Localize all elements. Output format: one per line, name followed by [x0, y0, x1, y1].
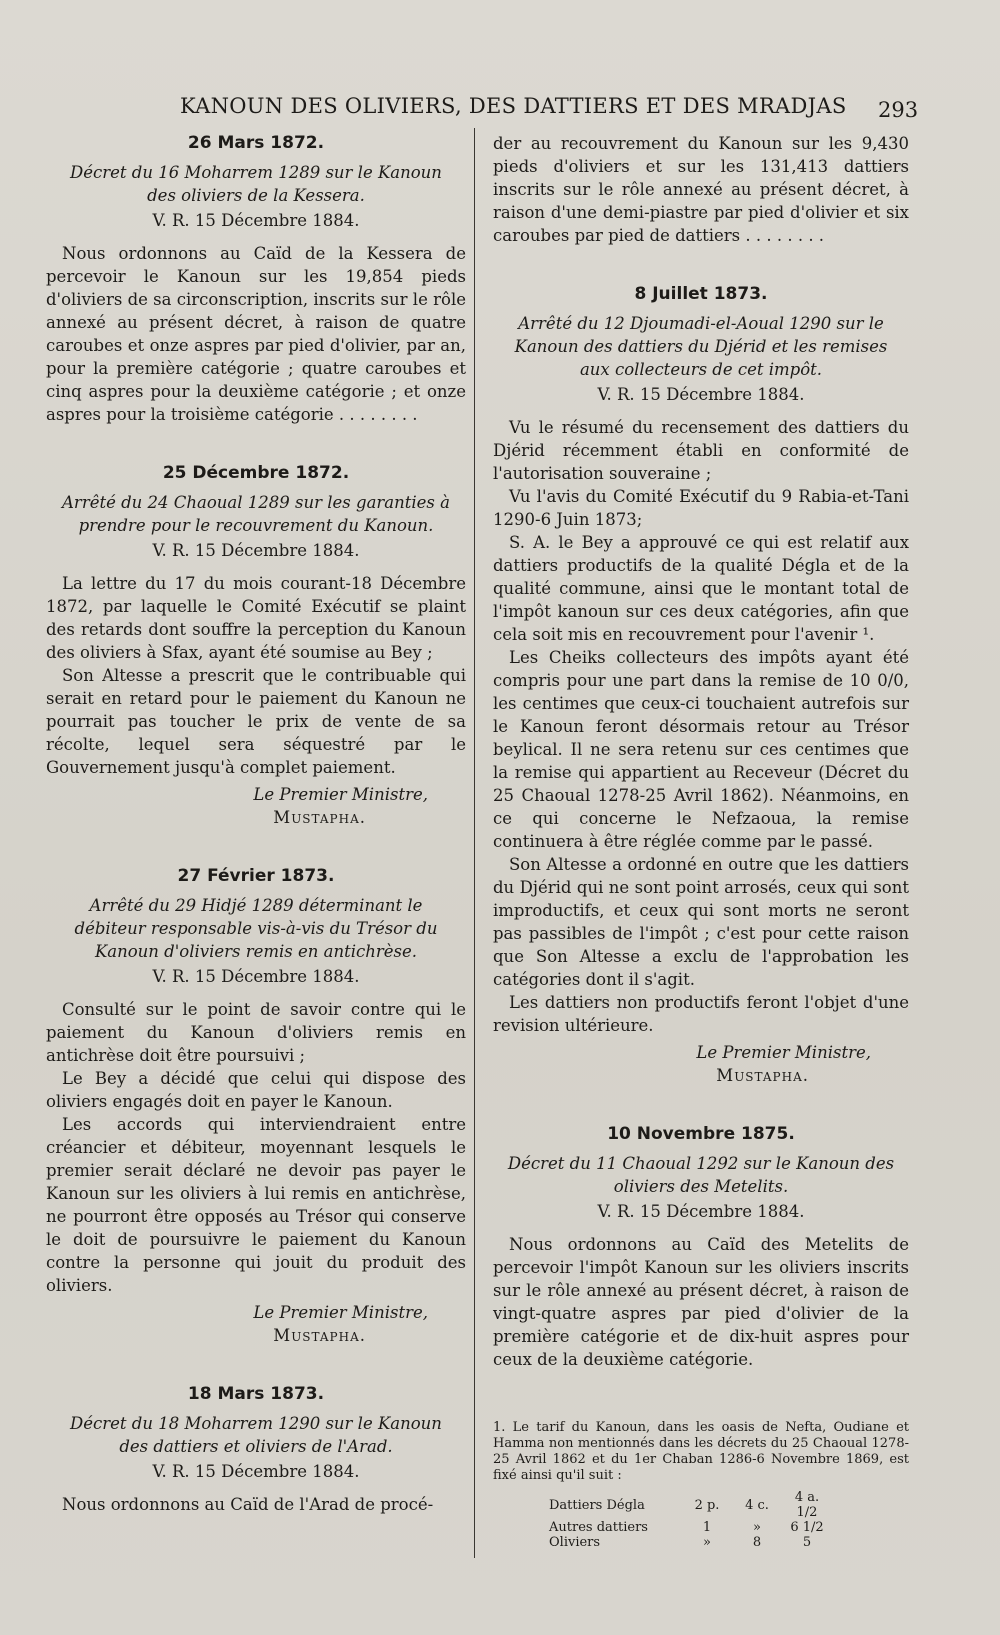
section-26-mars-1872	[46, 132, 466, 426]
signature-name: Mustapha.	[273, 808, 366, 827]
section-reference: V. R. 15 Décembre 1884.	[152, 541, 360, 560]
section-date: 10 Novembre 1875.	[607, 1124, 795, 1144]
section-title: Décret du 11 Chaoual 1292 sur le Kanoun des oliviers des Metelits.	[507, 1154, 895, 1196]
signature	[493, 1041, 879, 1087]
table-row	[549, 1520, 835, 1535]
paragraph: S. A. le Bey a approuvé ce qui est relatif aux dattiers productifs de la qualité Dégla et de la qualité commune, ainsi que le montant total de l'impôt kanoun sur ces deux catégories, afin que cela soit mis en recouvrement pour l'avenir ¹.	[493, 533, 909, 644]
section-date: 27 Février 1873.	[177, 866, 335, 886]
section-date: 26 Mars 1872.	[187, 133, 325, 153]
table-row	[549, 1490, 835, 1520]
page-number: 293	[878, 98, 919, 122]
section-date: 25 Décembre 1872.	[162, 463, 350, 483]
section-reference: V. R. 15 Décembre 1884.	[597, 1202, 805, 1221]
cell: 4 a. 1/2	[794, 1490, 820, 1520]
signature-name: Mustapha.	[716, 1066, 809, 1085]
cell: 1	[702, 1520, 712, 1535]
section-18-mars-1873	[46, 1383, 466, 1516]
paragraph: Les dattiers non productifs feront l'objet d'une revision ultérieure.	[493, 993, 909, 1035]
section-date: 18 Mars 1873.	[187, 1384, 325, 1404]
row-label: Oliviers	[549, 1535, 601, 1550]
paragraph: Les accords qui interviendraient entre créancier et débiteur, moyennant lesquels le premier serait déclaré ne devoir pas payer le Kanoun sur les oliviers à lui remis en antichrèse, ne pourront être opposés au Trésor qui conserve le doit de poursuivre le paiement du Kanoun contre la personne qui jouit du produit des oliviers.	[46, 1115, 466, 1295]
section-reference: V. R. 15 Décembre 1884.	[152, 1462, 360, 1481]
column-divider	[474, 128, 475, 1558]
paragraph: Les Cheiks collecteurs des impôts ayant été compris pour une part dans la remise de 10 0/0, les centimes que ceux-ci touchaient autrefois sur le Kanoun feront désormais retour au Trésor beylical. Il ne sera retenu sur ces centimes que la remise qui appartient au Receveur (Décret du 25 Chaoual 1278-25 Avril 1862). Néanmoins, en ce qui concerne le Nefzaoua, la remise continuera à être réglée comme par le passé.	[493, 648, 909, 851]
paragraph: Son Altesse a prescrit que le contribuable qui serait en retard pour le paiement du Kanoun ne pourrait pas toucher le prix de vente de sa récolte, lequel sera séquestré par le Gouvernement jusqu'à complet paiement.	[46, 666, 466, 777]
paragraph: Vu le résumé du recensement des dattiers du Djérid récemment établi en conformité de l'autorisation souveraine ;	[493, 418, 909, 483]
section-title: Décret du 16 Moharrem 1289 sur le Kanoun des oliviers de la Kessera.	[70, 163, 442, 205]
cell: 2 p.	[694, 1497, 720, 1513]
signature-name: Mustapha.	[273, 1326, 366, 1345]
paragraph: Son Altesse a ordonné en outre que les dattiers du Djérid qui ne sont point arrosés, ceux qui sont improductifs, et ceux qui sont morts ne seront pas passibles de l'impôt ; c'est pour cette raison que Son Altesse a exclu de l'approbation les catégories dont il s'agit.	[493, 855, 909, 989]
footnote	[493, 1420, 909, 1550]
table-row	[549, 1535, 835, 1550]
section-date: 8 Juillet 1873.	[634, 284, 768, 304]
cell: 6 1/2	[790, 1520, 824, 1535]
cell: »	[703, 1535, 711, 1550]
row-label: Dattiers Dégla	[549, 1497, 645, 1513]
paragraph: Nous ordonnons au Caïd de l'Arad de procé-	[62, 1495, 434, 1514]
section-8-juillet-1873	[493, 283, 909, 1087]
continuation-paragraph: der au recouvrement du Kanoun sur les 9,430 pieds d'oliviers et sur les 131,413 dattiers inscrits sur le rôle annexé au présent décret, à raison d'une demi-piastre par pied d'olivier et six caroubes par pied de dattiers . . . . . . . .	[493, 134, 909, 245]
paragraph: La lettre du 17 du mois courant-18 Décembre 1872, par laquelle le Comité Exécutif se plaint des retards dont souffre la perception du Kanoun des oliviers à Sfax, ayant été soumise au Bey ;	[46, 574, 466, 662]
signature	[46, 783, 436, 829]
paragraph: Le Bey a décidé que celui qui dispose des oliviers engagés doit en payer le Kanoun.	[46, 1069, 466, 1111]
paragraph: Vu l'avis du Comité Exécutif du 9 Rabia-et-Tani 1290-6 Juin 1873;	[493, 487, 909, 529]
right-column	[493, 132, 909, 1371]
section-reference: V. R. 15 Décembre 1884.	[152, 211, 360, 230]
section-title: Décret du 18 Moharrem 1290 sur le Kanoun des dattiers et oliviers de l'Arad.	[70, 1414, 442, 1456]
footnote-tariff-table	[549, 1490, 835, 1550]
section-title: Arrêté du 12 Djoumadi-el-Aoual 1290 sur le Kanoun des dattiers du Djérid et les remises aux collecteurs de cet impôt.	[514, 314, 888, 379]
cell: »	[753, 1520, 761, 1535]
footnote-text: 1. Le tarif du Kanoun, dans les oasis de Nefta, Oudiane et Hamma non mentionnés dans les décrets du 25 Chaoual 1278-25 Avril 1862 et du 1er Chaban 1286-6 Novembre 1869, est fixé ainsi qu'il suit :	[493, 1420, 909, 1483]
section-27-fevrier-1873	[46, 865, 466, 1347]
signature-role: Le Premier Ministre,	[696, 1043, 871, 1062]
section-10-novembre-1875	[493, 1123, 909, 1371]
cell: 4 c.	[745, 1497, 769, 1513]
section-title: Arrêté du 29 Hidjé 1289 déterminant le débiteur responsable vis-à-vis du Trésor du Kanoun d'oliviers remis en antichrèse.	[74, 896, 438, 961]
running-title: KANOUN DES OLIVIERS, DES DATTIERS ET DES MRADJAS	[180, 94, 847, 118]
paragraph: Nous ordonnons au Caïd de la Kessera de percevoir le Kanoun sur les 19,854 pieds d'oliviers de sa circonscription, inscrits sur le rôle annexé au présent décret, à raison de quatre caroubes et onze aspres par pied d'olivier, par an, pour la première catégorie ; quatre caroubes et cinq aspres pour la deuxième catégorie ; et onze aspres pour la troisième catégorie . . . . . . . .	[46, 244, 466, 424]
section-title: Arrêté du 24 Chaoual 1289 sur les garanties à prendre pour le recouvrement du Kanoun.	[62, 493, 450, 535]
section-25-decembre-1872	[46, 462, 466, 829]
cell: 8	[752, 1535, 762, 1550]
row-label: Autres dattiers	[549, 1520, 648, 1535]
cell: 5	[802, 1535, 812, 1550]
section-reference: V. R. 15 Décembre 1884.	[597, 385, 805, 404]
signature	[46, 1301, 436, 1347]
signature-role: Le Premier Ministre,	[253, 785, 428, 804]
left-column	[46, 132, 466, 1516]
paragraph: Nous ordonnons au Caïd des Metelits de percevoir l'impôt Kanoun sur les oliviers inscrits sur le rôle annexé au présent décret, à raison de vingt-quatre aspres par pied d'olivier de la première catégorie et de dix-huit aspres pour ceux de la deuxième catégorie.	[493, 1235, 909, 1369]
signature-role: Le Premier Ministre,	[253, 1303, 428, 1322]
paragraph: Consulté sur le point de savoir contre qui le paiement du Kanoun d'oliviers remis en antichrèse doit être poursuivi ;	[46, 1000, 466, 1065]
section-reference: V. R. 15 Décembre 1884.	[152, 967, 360, 986]
